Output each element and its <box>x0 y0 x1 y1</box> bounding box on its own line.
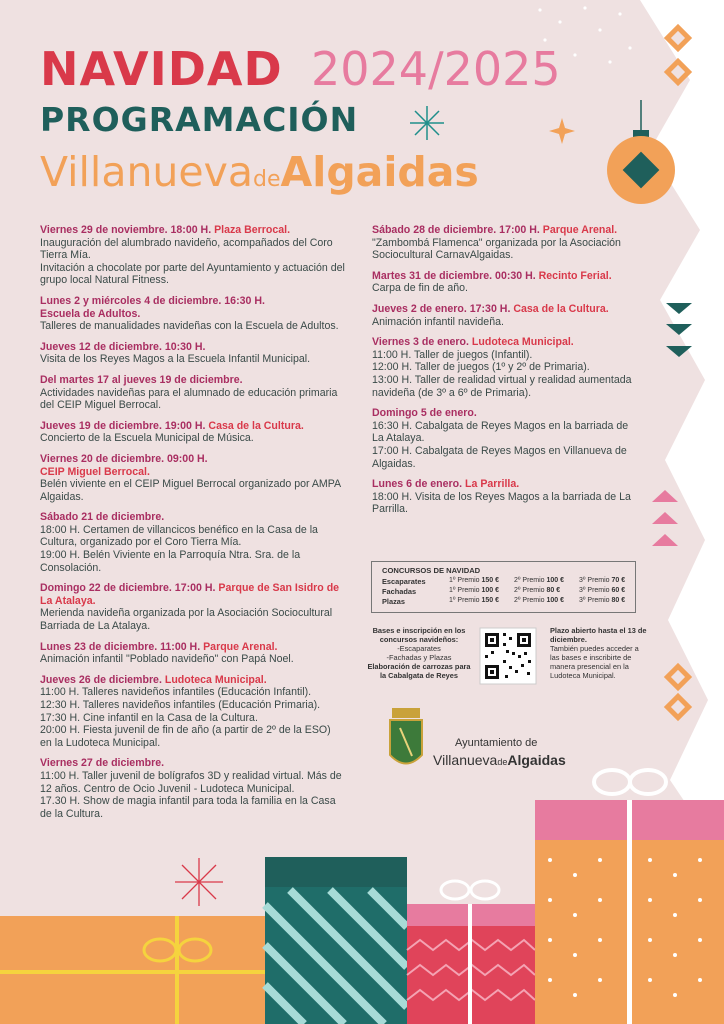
event-line: 11:00 H. Taller de juegos (Infantil). <box>372 348 533 361</box>
prize-amount: 80 € <box>611 597 626 604</box>
logo-town-a: Villanueva <box>433 752 498 768</box>
event-line: 12:30 H. Talleres navideños infantiles (Educación Primaria). <box>40 699 321 711</box>
event-date: Jueves 12 de diciembre. 10:30 H. <box>40 340 206 353</box>
triangle-marks-pink <box>652 490 678 546</box>
contest-prize <box>514 587 560 594</box>
event-place: Ludoteca Municipal. <box>164 673 267 686</box>
event-date: Martes 31 de diciembre. 00:30 H. <box>372 269 539 282</box>
contest-prize <box>579 577 625 584</box>
event-item <box>40 453 345 503</box>
prize-label: 2º Premio <box>514 577 547 584</box>
plazo-title: Plazo abierto hasta el 13 de diciembre. <box>550 626 647 644</box>
gift-left <box>0 916 265 1024</box>
event-line: 13:00 H. Taller de realidad virtual y realidad aumentada navideña (de 3º a 6º de Primaria). <box>372 373 632 399</box>
prize-label: 3º Premio <box>579 577 612 584</box>
town-part-b: Algaidas <box>280 148 479 196</box>
title: NAVIDAD <box>40 42 283 96</box>
bases-item: -Fachadas y Plazas <box>386 653 452 662</box>
event-line: Merienda navideña organizada por la Asociación Sociocultural Barriada de La Atalaya. <box>40 607 333 633</box>
event-date: Viernes 3 de enero. <box>372 336 472 349</box>
prize-label: 1º Premio <box>449 577 482 584</box>
event-place: Casa de la Cultura. <box>208 419 304 432</box>
event-line: Visita de los Reyes Magos a la Escuela Infantil Municipal. <box>40 353 311 366</box>
prize-label: 3º Premio <box>579 597 612 604</box>
plazo-info <box>550 626 648 680</box>
bases-item: -Escaparates <box>397 644 441 653</box>
event-item <box>372 224 642 262</box>
prize-label: 1º Premio <box>449 587 482 594</box>
gift-red <box>407 881 535 1024</box>
event-date: Jueves 2 de enero. 17:30 H. <box>372 302 514 315</box>
logo-line1: Ayuntamiento de <box>455 737 538 749</box>
logo-town-de: de <box>497 757 508 767</box>
event-place: Parque Arenal. <box>203 640 278 653</box>
event-date: Lunes 23 de diciembre. 11:00 H. <box>40 640 204 653</box>
event-item <box>40 674 345 750</box>
contest-prize <box>579 587 625 594</box>
event-line: Invitación a chocolate por parte del Ayuntamiento y actuación del grupo local Natural Fitness. <box>40 261 345 287</box>
event-item <box>40 295 345 333</box>
sparkle-icons <box>410 106 444 140</box>
contest-title: CONCURSOS DE NAVIDAD <box>382 566 481 575</box>
event-date: Viernes 20 de diciembre. 09:00 H. <box>40 452 208 465</box>
event-date: Lunes 6 de enero. <box>372 478 466 491</box>
event-place: Parque Arenal. <box>542 224 618 236</box>
event-sub-place: CEIP Miguel Berrocal. <box>40 465 150 478</box>
plazo-text: También puedes acceder a las bases e inscribirte de manera presencial en la Ludoteca Municipal. <box>550 644 639 680</box>
event-item <box>40 224 345 287</box>
contest-prize <box>449 597 499 604</box>
event-date: Jueves 26 de diciembre. <box>40 673 165 686</box>
event-item <box>40 341 345 366</box>
event-date: Domingo 5 de enero. <box>372 407 477 420</box>
prize-amount: 100 € <box>546 597 565 604</box>
contest-box <box>371 561 636 613</box>
logo-town <box>433 752 566 768</box>
event-line: 11:00 H. Taller juvenil de bolígrafos 3D y realidad virtual. Más de 12 años. Centro de Ocio Juvenil - Ludoteca Municipal. <box>40 769 342 795</box>
event-date: Lunes 2 y miércoles 4 de diciembre. 16:30 H. <box>40 294 265 307</box>
event-line: Talleres de manualidades navideñas con la Escuela de Adultos. <box>40 320 339 333</box>
event-place: Plaza Berrocal. <box>214 224 291 236</box>
prize-amount: 80 € <box>546 587 561 594</box>
event-line: 17:30 H. Cine infantil en la Casa de la Cultura. <box>40 711 258 724</box>
event-line: "Zambombá Flamenca" organizada por la Asociación Sociocultural CarnavAlgaidas. <box>372 236 621 262</box>
event-date: Del martes 17 al jueves 19 de diciembre. <box>40 373 243 386</box>
prize-amount: 150 € <box>481 597 500 604</box>
event-line: Animación infantil navideña. <box>372 315 504 328</box>
prize-amount: 70 € <box>611 577 626 584</box>
contest-prize <box>514 577 564 584</box>
contest-prize <box>579 597 625 604</box>
bases-title: Bases e inscripción en los concursos navideños: <box>372 626 466 644</box>
event-line: Carpa de fin de año. <box>372 282 469 295</box>
bases-extra: Elaboración de carrozas para la Cabalgata de Reyes <box>367 662 471 680</box>
event-date: Jueves 19 de diciembre. 19:00 H. <box>40 419 209 432</box>
event-place: Parque de San Isidro de La Atalaya. <box>40 582 340 607</box>
event-line: 18:00 H. Certamen de villancicos benéfico en la Casa de la Cultura, organizado por el Coro Tierra Mía. <box>40 523 318 549</box>
coat-of-arms-icon <box>390 708 422 764</box>
event-line: 17:00 H. Cabalgata de Reyes Magos en Villanueva de Algaidas. <box>372 444 627 470</box>
event-item <box>372 478 642 516</box>
event-line: Belén viviente en el CEIP Miguel Berrocal organizado por AMPA Algaidas. <box>40 478 341 503</box>
event-line: 20:00 H. Fiesta juvenil de fin de año (a partir de 2º de la ESO) en la Ludoteca Municipal. <box>40 724 331 749</box>
event-line: 19:00 H. Belén Viviente en la Parroquía Ntra. Sra. de la Consolación. <box>40 549 301 574</box>
prize-amount: 150 € <box>481 577 500 584</box>
subtitle: PROGRAMACIÓN <box>40 100 359 139</box>
event-place: Ludoteca Municipal. <box>471 336 574 349</box>
gift-striped <box>265 857 407 1024</box>
prize-label: 3º Premio <box>579 587 612 594</box>
logo-town-b: Algaidas <box>507 752 566 768</box>
qr-code <box>480 628 536 684</box>
bases-info <box>364 626 474 680</box>
event-date: Viernes 29 de noviembre. 18:00 H. <box>40 224 215 236</box>
contest-prize <box>449 577 499 584</box>
event-item <box>372 303 642 328</box>
event-line: Concierto de la Escuela Municipal de Música. <box>40 432 254 445</box>
contest-prize <box>449 587 499 594</box>
event-item <box>40 420 345 445</box>
prize-label: 1º Premio <box>449 597 482 604</box>
star-icon <box>549 118 575 144</box>
event-item <box>40 582 345 632</box>
event-place: La Parrilla. <box>465 478 520 491</box>
prize-label: 2º Premio <box>514 587 547 594</box>
contest-category: Plazas <box>382 597 406 606</box>
town-name <box>40 148 479 196</box>
event-item <box>40 757 345 820</box>
event-line: Actividades navideñas para el alumnado de educación primaria del CEIP Miguel Berrocal. <box>40 386 338 412</box>
event-item <box>372 407 642 470</box>
event-item <box>40 641 345 666</box>
event-item <box>372 336 642 399</box>
prize-amount: 100 € <box>546 577 565 584</box>
contest-category: Fachadas <box>382 587 417 596</box>
event-place: Recinto Ferial. <box>538 269 612 282</box>
event-line: Animación infantil "Poblado navideño" con Papá Noel. <box>40 653 294 666</box>
event-line: 16:30 H. Cabalgata de Reyes Magos en la barriada de La Atalaya. <box>372 419 629 445</box>
town-part-a: Villanueva <box>40 148 254 196</box>
sparkle-red-icon <box>175 858 223 906</box>
event-line: 17.30 H. Show de magia infantil para toda la familia en la Casa de la Cultura. <box>40 795 336 820</box>
event-sub-place: Escuela de Adultos. <box>40 307 141 320</box>
event-line: 11:00 H. Talleres navideños infantiles (Educación Infantil). <box>40 686 312 699</box>
prize-amount: 60 € <box>611 587 626 594</box>
event-item <box>372 270 642 295</box>
event-date: Sábado 21 de diciembre. <box>40 511 165 524</box>
event-item <box>40 374 345 412</box>
title-year: 2024/2025 <box>311 42 561 96</box>
town-part-de: de <box>253 167 281 192</box>
prize-amount: 100 € <box>481 587 500 594</box>
event-place: Casa de la Cultura. <box>513 302 609 315</box>
event-line: Inauguración del alumbrado navideño, acompañados del Coro Tierra Mía. <box>40 236 333 262</box>
event-line: 12:00 H. Taller de juegos (1º y 2º de Primaria). <box>372 361 590 374</box>
event-item <box>40 511 345 574</box>
contest-category: Escaparates <box>382 577 426 586</box>
event-date: Viernes 27 de diciembre. <box>40 757 165 770</box>
events-right-column <box>372 224 642 524</box>
gift-orange-dots <box>535 770 724 1024</box>
contest-prize <box>514 597 564 604</box>
zigzag-edge <box>640 0 724 860</box>
event-date: Sábado 28 de diciembre. 17:00 H. <box>372 224 543 236</box>
ornament-ball-icon <box>607 100 675 204</box>
prize-label: 2º Premio <box>514 597 547 604</box>
event-line: 18:00 H. Visita de los Reyes Magos a la barriada de La Parrilla. <box>372 490 631 516</box>
event-date: Domingo 22 de diciembre. 17:00 H. <box>40 582 219 595</box>
events-left-column <box>40 224 345 828</box>
